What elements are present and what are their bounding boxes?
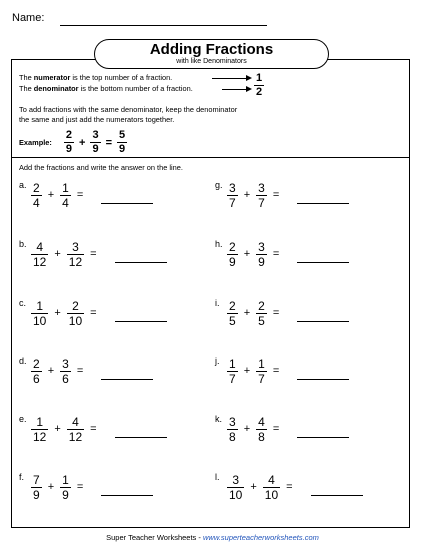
fraction-b: $\frac{3}{9}$ [258,239,265,269]
equals-sign: = [272,365,280,377]
fraction-b: $\frac{2}{10}$ [68,298,83,328]
rule-text-line2: the same and just add the numerators together. [19,115,175,124]
fraction-b: $\frac{1}{9}$ [62,472,69,502]
fraction-b: $\frac{1}{7}$ [258,356,265,386]
problem-letter: i. [215,298,220,308]
problem-letter: b. [19,239,27,249]
example-label: Example: [19,137,52,147]
fraction-a: $\frac{1}{10}$ [33,298,47,328]
name-line[interactable] [60,25,267,26]
fraction-b: $\frac{3}{12}$ [68,239,83,269]
answer-line[interactable] [101,203,153,204]
plus-sign: + [54,248,61,260]
equals-sign: = [76,481,84,493]
fraction-b: $\frac{1}{4}$ [62,180,69,210]
plus-sign: + [47,481,55,493]
equals-sign: = [76,365,84,377]
numerator-definition: The numerator is the top number of a fraction. [19,73,173,82]
page-subtitle: with like Denominators [176,58,247,65]
plus-sign: + [54,423,61,435]
equals-sign: = [90,423,97,435]
plus-sign: + [47,365,55,377]
problem-letter: h. [215,239,223,249]
fraction-a: $\frac{3}{8}$ [229,414,236,444]
fraction-b: $\frac{3}{6}$ [62,356,69,386]
fraction-b: $\frac{4}{12}$ [68,414,83,444]
example-definition-fraction: $\frac{1}{2}$ [256,72,263,98]
example-fraction-b: $\frac{3}{9}$ [92,129,99,155]
fraction-a: $\frac{3}{7}$ [229,180,236,210]
problem-a [19,180,153,210]
plus-sign: + [47,189,55,201]
equals-sign: = [90,248,97,260]
answer-line[interactable] [115,437,167,438]
answer-line[interactable] [297,379,349,380]
answer-line[interactable] [297,203,349,204]
problem-letter: g. [215,180,223,190]
problem-g [215,180,349,210]
numerator-arrow [212,78,248,79]
footer-url[interactable]: www.superteacherworksheets.com [202,533,319,542]
equals-sign: = [90,307,97,319]
example-equation: Example: $\frac{2}{9}$ + $\frac{3}{9}$ = $\frac{5}{9}$ [19,129,126,155]
fraction-a: $\frac{1}{12}$ [33,414,47,444]
problem-letter: a. [19,180,27,190]
problem-letter: e. [19,414,27,424]
problem-c [19,298,167,328]
plus-sign: + [250,481,257,493]
problem-letter: d. [19,356,27,366]
problem-h [215,239,349,269]
fraction-a: $\frac{2}{4}$ [33,180,40,210]
fraction-b: $\frac{2}{5}$ [258,298,265,328]
problem-letter: j. [215,356,220,366]
plus-sign: + [243,365,251,377]
fraction-a: $\frac{7}{9}$ [33,472,40,502]
problem-k [215,414,349,444]
fraction-a: $\frac{2}{5}$ [229,298,236,328]
fraction-a: $\frac{2}{9}$ [229,239,236,269]
equals-sign: = [272,189,280,201]
plus-sign: + [243,248,251,260]
plus-sign: + [243,307,251,319]
rule-text-line1: To add fractions with the same denominator, keep the denominator [19,105,238,114]
fraction-b: $\frac{3}{7}$ [258,180,265,210]
fraction-b: $\frac{4}{10}$ [264,472,279,502]
problem-i [215,298,349,328]
equals-sign: = [286,481,293,493]
answer-line[interactable] [101,495,153,496]
name-label: Name: [12,12,45,24]
numerator-arrowhead [246,75,252,81]
page-title: Adding Fractions [149,41,274,58]
fraction-a: $\frac{1}{7}$ [229,356,236,386]
problem-e [19,414,167,444]
title-box [94,39,329,69]
equals-sign: = [272,248,280,260]
fraction-a: $\frac{4}{12}$ [33,239,47,269]
problem-j [215,356,349,386]
answer-line[interactable] [297,262,349,263]
footer [0,533,425,542]
denominator-arrowhead [246,86,252,92]
answer-line[interactable] [311,495,363,496]
answer-line[interactable] [297,437,349,438]
answer-line[interactable] [101,379,153,380]
example-fraction-a: $\frac{2}{9}$ [65,129,72,155]
denominator-definition: The denominator is the bottom number of a fraction. [19,84,193,93]
answer-line[interactable] [115,262,167,263]
problem-f [19,472,153,502]
fraction-a: $\frac{3}{10}$ [229,472,243,502]
problem-b [19,239,167,269]
answer-line[interactable] [297,321,349,322]
equals-sign: = [272,423,280,435]
equals-sign: = [272,307,280,319]
fraction-b: $\frac{4}{8}$ [258,414,265,444]
problem-d [19,356,153,386]
problem-letter: l. [215,472,220,482]
problem-l [215,472,363,502]
denominator-arrow [222,89,248,90]
instructions: Add the fractions and write the answer on the line. [19,163,183,172]
equals-sign: = [76,189,84,201]
example-fraction-result: $\frac{5}{9}$ [119,129,126,155]
answer-line[interactable] [115,321,167,322]
problem-letter: k. [215,414,223,424]
footer-text: Super Teacher Worksheets - [106,533,203,542]
plus-sign: + [243,423,251,435]
problem-letter: f. [19,472,25,482]
plus-sign: + [243,189,251,201]
fraction-a: $\frac{2}{6}$ [33,356,40,386]
plus-sign: + [54,307,61,319]
problem-letter: c. [19,298,27,308]
section-divider [11,157,410,158]
